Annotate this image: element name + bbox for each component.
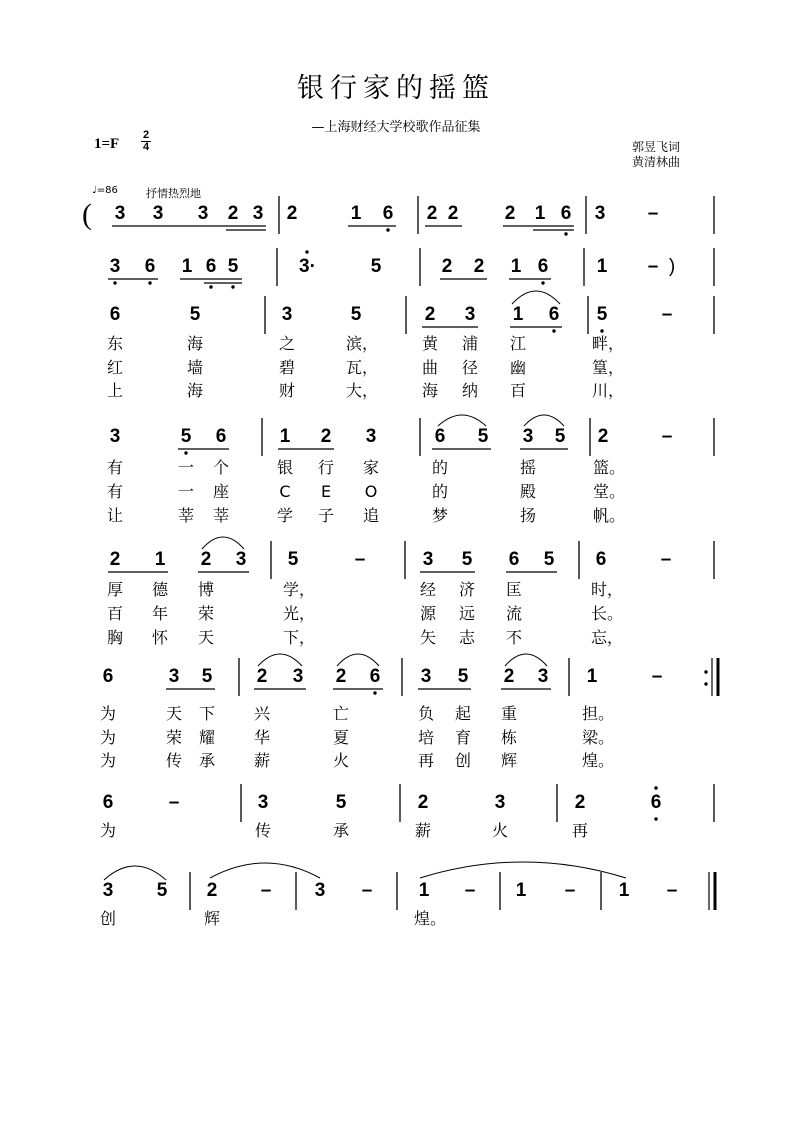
jianpu-note: 6 <box>144 256 156 277</box>
jianpu-note: 3 <box>252 203 264 224</box>
jianpu-note: 2 <box>574 792 586 813</box>
jianpu-note: 3 <box>365 426 377 447</box>
slur <box>337 654 379 666</box>
jianpu-note: 5 <box>461 549 473 570</box>
jianpu-note: 2 <box>503 666 515 687</box>
lyric-char: 荣 <box>165 728 182 747</box>
jianpu-note: 6 <box>560 203 572 224</box>
jianpu-note: 2 <box>256 666 268 687</box>
lyric-char: 畔， <box>592 334 625 353</box>
lyric-char: 天 <box>197 628 214 647</box>
composer: 黄清林曲 <box>632 155 681 169</box>
lyric-char: 百 <box>106 604 123 623</box>
dash-note: – <box>464 880 476 901</box>
lyric-char: 博 <box>197 580 214 599</box>
key-signature: 1=F <box>94 136 120 152</box>
close-parenthesis: ) <box>668 256 676 277</box>
jianpu-note: 2 <box>335 666 347 687</box>
lyric-char: 扬 <box>519 506 536 525</box>
jianpu-note: 3 <box>152 203 164 224</box>
lyric-char: 时， <box>591 580 624 599</box>
jianpu-note: 3 <box>281 304 293 325</box>
lyric-char: 家 <box>362 458 379 477</box>
jianpu-note: 5 <box>543 549 555 570</box>
jianpu-note: 6 <box>102 792 114 813</box>
lyric-char: 创 <box>454 751 471 770</box>
lyric-char: 负 <box>417 704 434 723</box>
lyric-char: 一 <box>177 458 194 477</box>
lyric-char: 华 <box>253 728 270 747</box>
jianpu-note: 3 <box>257 792 269 813</box>
lyric-char: 子 <box>317 506 334 525</box>
lyric-char: 远 <box>458 604 475 623</box>
lyric-char: 学 <box>276 506 293 525</box>
lyric-char: 育 <box>454 728 471 747</box>
jianpu-note: 3 <box>420 666 432 687</box>
lyric-char: 帆。 <box>593 506 626 525</box>
jianpu-note: 5 <box>201 666 213 687</box>
octave-dot <box>184 451 187 454</box>
slur <box>202 537 244 549</box>
jianpu-note: 5 <box>370 256 382 277</box>
jianpu-note: 3 <box>114 203 126 224</box>
jianpu-note: 1 <box>534 203 546 224</box>
dash-note: – <box>354 549 366 570</box>
jianpu-note: 1 <box>515 880 527 901</box>
lyric-char: 径 <box>461 358 478 377</box>
lyric-char: 之 <box>278 334 295 353</box>
lyric-char: 行 <box>317 458 334 477</box>
lyric-char: 再 <box>571 821 588 840</box>
lyric-char: 不 <box>505 628 522 647</box>
lyric-char: 再 <box>417 751 434 770</box>
lyric-char: 大， <box>346 381 379 400</box>
jianpu-note: 3 <box>522 426 534 447</box>
lyric-char: 财 <box>278 381 295 400</box>
jianpu-note: 5 <box>156 880 168 901</box>
lyric-char: 承 <box>198 751 215 770</box>
jianpu-note: 2 <box>597 426 609 447</box>
jianpu-note: 3· <box>299 256 316 277</box>
jianpu-note: 6 <box>102 666 114 687</box>
lyric-char: 经 <box>419 580 436 599</box>
lyric-char: 重 <box>500 704 517 723</box>
lyric-char: 为 <box>99 704 116 723</box>
octave-dot <box>654 786 657 789</box>
slur <box>505 654 547 666</box>
lyric-char: 光， <box>283 604 316 623</box>
octave-dot <box>564 232 567 235</box>
open-parenthesis: ( <box>82 198 92 231</box>
slur <box>210 863 320 878</box>
jianpu-note: 5 <box>189 304 201 325</box>
lyric-char: 莘 <box>212 506 229 525</box>
lyric-char: 瓦， <box>346 358 379 377</box>
jianpu-note: 5 <box>227 256 239 277</box>
jianpu-note: 2 <box>417 792 429 813</box>
jianpu-note: 1 <box>418 880 430 901</box>
lyric-char: 济 <box>458 580 475 599</box>
jianpu-note: 2 <box>447 203 459 224</box>
lyric-char: 川， <box>592 381 625 400</box>
octave-dot <box>386 228 389 231</box>
jianpu-note: 1 <box>510 256 522 277</box>
jianpu-note: 1 <box>586 666 598 687</box>
lyric-char: 荣 <box>197 604 214 623</box>
jianpu-note: 6 <box>548 304 560 325</box>
lyric-char: 个 <box>212 458 229 477</box>
jianpu-note: 2 <box>424 304 436 325</box>
jianpu-note: 3 <box>235 549 247 570</box>
jianpu-note: 5 <box>180 426 192 447</box>
jianpu-note: 3 <box>422 549 434 570</box>
lyric-char: 厚 <box>106 580 123 599</box>
dash-note: – <box>651 666 663 687</box>
jianpu-note: 3 <box>168 666 180 687</box>
octave-dot <box>704 670 707 673</box>
octave-dot <box>231 285 234 288</box>
lyric-char: O <box>364 482 378 501</box>
lyric-char: 耀 <box>198 728 215 747</box>
dash-note: – <box>661 304 673 325</box>
lyric-char: 德 <box>151 580 168 599</box>
lyric-char: 薪 <box>414 821 431 840</box>
jianpu-note: 2 <box>286 203 298 224</box>
jianpu-note: 6 <box>508 549 520 570</box>
jianpu-note: 3 <box>197 203 209 224</box>
song-title: 银行家的摇篮 <box>297 73 495 104</box>
lyric-char: 滨， <box>346 334 379 353</box>
lyric-char: 东 <box>106 334 123 353</box>
jianpu-note: 2 <box>200 549 212 570</box>
time-signature-bottom: 4 <box>142 141 150 153</box>
lyric-char: 胸 <box>106 628 123 647</box>
lyric-char: 忘， <box>591 628 624 647</box>
octave-dot <box>305 250 308 253</box>
jianpu-note: 2 <box>426 203 438 224</box>
lyric-char: 下， <box>283 628 316 647</box>
jianpu-note: 6 <box>215 426 227 447</box>
lyric-char: 梦 <box>431 506 448 525</box>
jianpu-note: 1 <box>350 203 362 224</box>
slur <box>512 291 560 304</box>
lyric-char: 长。 <box>591 604 624 623</box>
jianpu-note: 2 <box>109 549 121 570</box>
jianpu-note: 5 <box>596 304 608 325</box>
jianpu-note: 3 <box>109 426 121 447</box>
lyric-char: 培 <box>417 728 434 747</box>
dash-note: – <box>647 203 659 224</box>
jianpu-note: 6 <box>595 549 607 570</box>
expression-marking: 抒情热烈地 <box>146 187 201 200</box>
lyric-char: C <box>279 482 291 501</box>
lyric-char: 一 <box>177 482 194 501</box>
jianpu-note: 2 <box>441 256 453 277</box>
jianpu-note: 3 <box>314 880 326 901</box>
jianpu-note: 5 <box>335 792 347 813</box>
lyric-char: 梁。 <box>582 728 615 747</box>
jianpu-note: 2 <box>504 203 516 224</box>
lyric-char: 有 <box>106 458 123 477</box>
lyric-char: 海 <box>186 381 203 400</box>
jianpu-note: 3 <box>537 666 549 687</box>
lyric-char: 摇 <box>519 458 536 477</box>
jianpu-note: 6 <box>369 666 381 687</box>
lyric-char: 志 <box>458 628 475 647</box>
time-signature-top: 2 <box>142 129 150 141</box>
lyric-char: 创 <box>99 909 116 928</box>
jianpu-note: 5 <box>287 549 299 570</box>
lyric-char: 栋 <box>500 728 517 747</box>
octave-dot <box>552 329 555 332</box>
lyric-char: 兴 <box>253 704 270 723</box>
lyric-char: 辉 <box>500 751 517 770</box>
lyric-char: 堂。 <box>593 482 626 501</box>
lyric-char: 篮。 <box>593 458 626 477</box>
jianpu-note: 2 <box>227 203 239 224</box>
jianpu-note: 2 <box>320 426 332 447</box>
lyricist: 郭昱飞词 <box>632 140 681 154</box>
jianpu-note: 5 <box>457 666 469 687</box>
octave-dot <box>113 281 116 284</box>
jianpu-note: 5 <box>477 426 489 447</box>
slur <box>104 866 166 880</box>
jianpu-note: 3 <box>109 256 121 277</box>
jianpu-note: 1 <box>618 880 630 901</box>
lyric-char: 担。 <box>582 704 615 723</box>
jianpu-note: 1 <box>154 549 166 570</box>
lyric-char: 追 <box>362 506 379 525</box>
slur <box>524 415 564 426</box>
jianpu-note: 3 <box>464 304 476 325</box>
jianpu-note: 6 <box>537 256 549 277</box>
lyric-char: 为 <box>99 751 116 770</box>
octave-dot <box>704 682 707 685</box>
lyric-char: 银 <box>276 458 293 477</box>
slur <box>420 862 626 878</box>
octave-dot <box>209 285 212 288</box>
dash-note: – <box>564 880 576 901</box>
dash-note: – <box>168 792 180 813</box>
lyric-char: 煌。 <box>414 909 447 928</box>
slur <box>438 415 486 426</box>
lyric-char: 矢 <box>419 628 436 647</box>
jianpu-note: 6 <box>650 792 662 813</box>
jianpu-note: 5 <box>554 426 566 447</box>
lyric-char: 莘 <box>177 506 194 525</box>
jianpu-note: 3 <box>594 203 606 224</box>
lyric-char: 下 <box>198 704 215 723</box>
lyric-char: 海 <box>421 381 438 400</box>
lyric-char: 起 <box>454 704 471 723</box>
lyric-char: 红 <box>106 358 123 377</box>
lyric-char: 火 <box>491 821 508 840</box>
dash-note: – <box>647 256 659 277</box>
lyric-char: 夏 <box>332 728 349 747</box>
dash-note: – <box>260 880 272 901</box>
lyric-char: 为 <box>99 728 116 747</box>
lyric-char: 天 <box>165 704 182 723</box>
lyric-char: 曲 <box>421 358 438 377</box>
lyric-char: 为 <box>99 821 116 840</box>
octave-dot <box>148 281 151 284</box>
lyric-char: 纳 <box>461 381 478 400</box>
song-subtitle: —上海财经大学校歌作品征集 <box>311 120 481 135</box>
jianpu-note: 2 <box>206 880 218 901</box>
lyric-char: 墙 <box>186 358 203 377</box>
lyric-char: 海 <box>186 334 203 353</box>
lyric-char: 年 <box>151 604 168 623</box>
lyric-char: 火 <box>332 751 349 770</box>
lyric-char: 承 <box>332 821 349 840</box>
lyric-char: 上 <box>106 381 123 400</box>
lyric-char: 让 <box>106 506 123 525</box>
jianpu-note: 1 <box>596 256 608 277</box>
lyric-char: 碧 <box>278 358 295 377</box>
lyric-char: 煌。 <box>582 751 615 770</box>
lyric-char: E <box>320 482 332 501</box>
lyric-char: 辉 <box>203 909 220 928</box>
jianpu-note: 3 <box>102 880 114 901</box>
jianpu-note: 2 <box>473 256 485 277</box>
lyric-char: 江 <box>509 334 526 353</box>
lyric-char: 学， <box>283 580 316 599</box>
lyric-char: 幽 <box>509 358 526 377</box>
lyric-char: 源 <box>419 604 436 623</box>
jianpu-note: 6 <box>109 304 121 325</box>
tempo-marking: ♩=86 <box>92 185 118 196</box>
lyric-char: 浦 <box>461 334 478 353</box>
jianpu-note: 1 <box>279 426 291 447</box>
jianpu-note: 1 <box>512 304 524 325</box>
jianpu-note: 6 <box>434 426 446 447</box>
dash-note: – <box>661 426 673 447</box>
octave-dot <box>373 691 376 694</box>
jianpu-note: 6 <box>205 256 217 277</box>
lyric-char: 亡 <box>332 704 349 723</box>
dash-note: – <box>660 549 672 570</box>
lyric-char: 黄 <box>421 334 438 353</box>
dash-note: – <box>666 880 678 901</box>
lyric-char: 殿 <box>519 482 536 501</box>
lyric-char: 匡 <box>505 580 522 599</box>
lyric-char: 流 <box>505 604 522 623</box>
lyric-char: 薪 <box>253 751 270 770</box>
lyric-char: 百 <box>509 381 526 400</box>
lyric-char: 座 <box>212 482 229 501</box>
lyric-char: 的 <box>431 482 448 501</box>
jianpu-note: 1 <box>181 256 193 277</box>
jianpu-note: 5 <box>350 304 362 325</box>
dash-note: – <box>361 880 373 901</box>
jianpu-note: 3 <box>494 792 506 813</box>
octave-dot <box>541 281 544 284</box>
octave-dot <box>600 329 603 332</box>
octave-dot <box>654 817 657 820</box>
lyric-char: 篁， <box>592 358 625 377</box>
lyric-char: 传 <box>165 751 182 770</box>
jianpu-note: 3 <box>292 666 304 687</box>
jianpu-note: 6 <box>382 203 394 224</box>
lyric-char: 怀 <box>151 628 168 647</box>
lyric-char: 的 <box>431 458 448 477</box>
lyric-char: 传 <box>254 821 271 840</box>
slur <box>258 654 302 666</box>
lyric-char: 有 <box>106 482 123 501</box>
